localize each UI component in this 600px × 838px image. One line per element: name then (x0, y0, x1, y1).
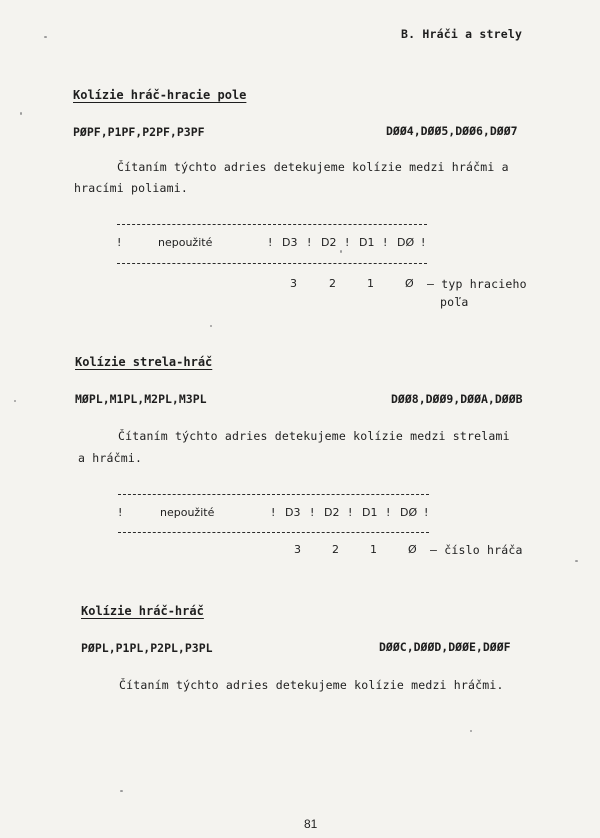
bitfield-separator: ! (421, 236, 426, 249)
register-addresses: DØØC,DØØD,DØØE,DØØF (379, 640, 511, 654)
section-header: B. Hráči a strely (401, 27, 523, 41)
bitfield-bit-d0: DØ (397, 236, 415, 249)
paper-speck (340, 250, 342, 253)
bitfield-bit-d3: D3 (285, 506, 301, 519)
section-heading-player-playfield: Kolízie hráč-hracie pole (73, 88, 247, 102)
bitfield-rule-top (118, 494, 429, 495)
bitfield-bit-d2: D2 (321, 236, 337, 249)
bitfield-rule-bottom (117, 263, 427, 264)
bitfield-separator: ! (310, 506, 315, 519)
bitfield-bit-d3: D3 (282, 236, 298, 249)
paragraph-line: Čítaním týchto adries detekujeme kolízie medzi hráčmi. (119, 678, 504, 692)
register-addresses: DØØ4,DØØ5,DØØ6,DØØ7 (386, 124, 518, 138)
bit-number: 3 (294, 543, 301, 556)
bitfield-bit-d1: D1 (359, 236, 375, 249)
bit-number: 3 (290, 277, 297, 290)
bitfield-bit-d2: D2 (324, 506, 340, 519)
bit-number: 1 (370, 543, 377, 556)
bitfield-separator: ! (348, 506, 353, 519)
paper-speck (14, 400, 16, 402)
bitfield-bit-d0: DØ (400, 506, 418, 519)
bitfield-legend: poľa (440, 295, 469, 309)
page-number: 81 (304, 817, 318, 831)
bitfield-separator: ! (345, 236, 350, 249)
paragraph-line: Čítaním týchto adries detekujeme kolízie medzi hráčmi a (117, 160, 509, 174)
bitfield-rule-top (117, 224, 427, 225)
bit-number: Ø (405, 277, 414, 290)
paragraph-line: a hráčmi. (78, 451, 143, 465)
bitfield-bit-d1: D1 (362, 506, 378, 519)
bitfield-separator: ! (307, 236, 312, 249)
register-names: PØPL,P1PL,P2PL,P3PL (81, 641, 213, 655)
bit-number: 2 (332, 543, 339, 556)
section-heading-missile-player: Kolízie strela-hráč (75, 355, 213, 369)
bitfield-separator: ! (386, 506, 391, 519)
bitfield-unused-label: nepoužité (158, 236, 213, 249)
bitfield-legend: – typ hracieho (427, 277, 527, 291)
paper-speck (120, 790, 123, 792)
bitfield-separator: ! (424, 506, 429, 519)
register-names: MØPL,M1PL,M2PL,M3PL (75, 392, 207, 406)
bit-number: 1 (367, 277, 374, 290)
bitfield-separator: ! (268, 236, 273, 249)
paper-speck (470, 730, 472, 732)
bitfield-separator: ! (117, 236, 122, 249)
paper-speck (20, 112, 22, 115)
paper-speck (44, 36, 47, 38)
paragraph-line: hracími poliami. (74, 181, 188, 195)
bitfield-separator: ! (271, 506, 276, 519)
bitfield-legend: – číslo hráča (430, 543, 523, 557)
paper-speck (575, 560, 578, 562)
section-heading-player-player: Kolízie hráč-hráč (81, 604, 204, 618)
paragraph-line: Čítaním týchto adries detekujeme kolízie medzi strelami (118, 429, 510, 443)
bitfield-separator: ! (118, 506, 123, 519)
bitfield-rule-bottom (118, 532, 429, 533)
bit-number: 2 (329, 277, 336, 290)
register-addresses: DØØ8,DØØ9,DØØA,DØØB (391, 392, 523, 406)
bit-number: Ø (408, 543, 417, 556)
paper-speck (210, 325, 212, 327)
bitfield-unused-label: nepoužité (160, 506, 215, 519)
bitfield-separator: ! (383, 236, 388, 249)
register-names: PØPF,P1PF,P2PF,P3PF (73, 125, 205, 139)
